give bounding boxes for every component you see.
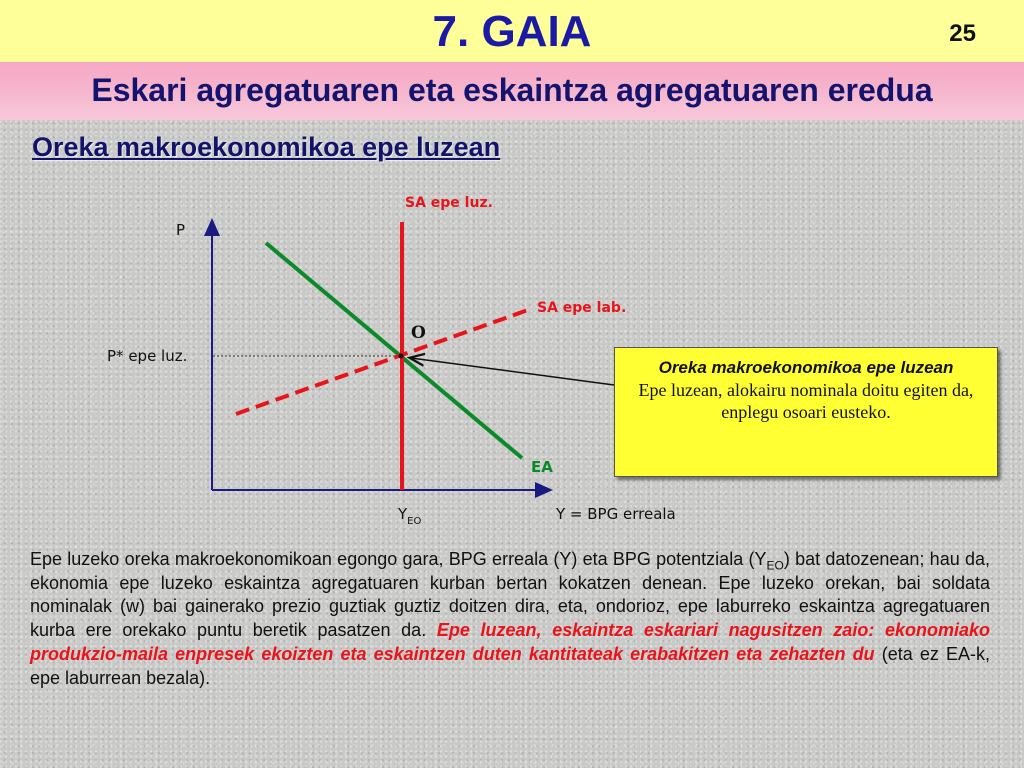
x-axis-label: Y = BPG erreala xyxy=(556,505,676,523)
price-level-label: P* epe luz. xyxy=(107,347,188,365)
callout-title: Oreka makroekonomikoa epe luzean xyxy=(658,358,954,377)
paragraph-subscript: EO xyxy=(766,558,784,573)
long-run-supply-label: SA epe luz. xyxy=(405,195,493,211)
explanation-paragraph xyxy=(30,548,990,690)
short-run-supply-curve xyxy=(236,310,528,414)
slide-number: 25 xyxy=(949,20,976,47)
potential-output-label xyxy=(397,505,421,527)
short-run-supply-label: SA epe lab. xyxy=(537,300,627,316)
callout-body: Epe luzean, alokairu nominala doitu egiten da, enplegu osoari eusteko. xyxy=(638,380,974,422)
section-heading: Oreka makroekonomikoa epe luzean xyxy=(32,132,501,162)
callout-box xyxy=(614,347,998,477)
demand-curve xyxy=(266,243,522,458)
potential-output-main: Y xyxy=(398,505,408,523)
callout-arrow xyxy=(411,358,614,385)
equilibrium-point-label: O xyxy=(411,323,426,343)
y-axis-label: P xyxy=(176,221,186,239)
paragraph-part-2: ) bat datozenean; hau da, ekonomia epe luzeko eskaintza agregatuaren kurban bertan kokatzen denean. Epe luzeko orekan, bai soldata nominalak (w) bai gainerako prezio guztiak guztiz doitzen dira, eta, ondorioz, epe laburreko eskaintza agregatuaren kurba ere orekako puntu beretik pasatzen da. xyxy=(30,549,990,641)
chapter-title: 7. GAIA xyxy=(432,7,592,56)
potential-output-sub: EO xyxy=(407,516,422,527)
paragraph-emphasis: Epe luzean, eskaintza eskariari nagusitzen zaio: ekonomiako produkzio-maila enpresek ekoizten eta eskaintzen duten kantitateak erabakitzen eta zehazten du xyxy=(30,620,990,664)
demand-curve-label: EA xyxy=(531,458,553,476)
paragraph-part-1: Epe luzeko oreka makroekonomikoan egongo gara, BPG erreala (Y) eta BPG potentziala (Y xyxy=(30,549,767,569)
equilibrium-point xyxy=(399,354,404,359)
paragraph-part-3: (eta ez EA-k, epe laburrean bezala). xyxy=(30,643,990,688)
slide-subtitle: Eskari agregatuaren eta eskaintza agregatuaren eredua xyxy=(91,72,933,108)
